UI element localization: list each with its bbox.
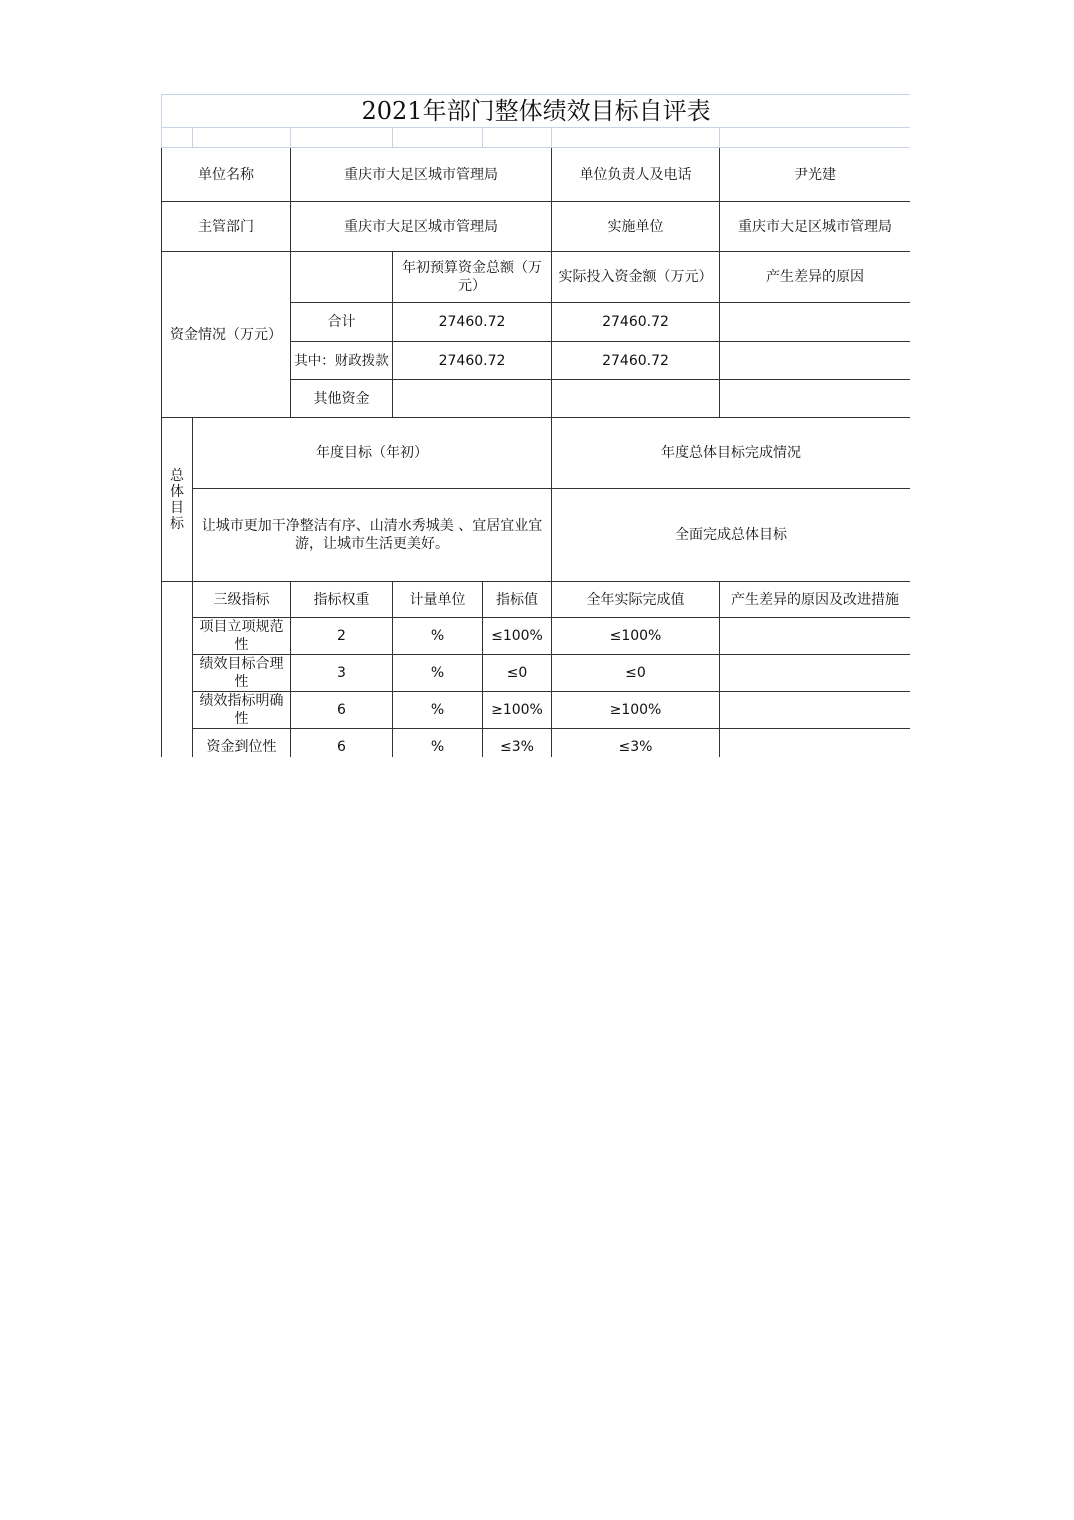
indicator-unit: %	[393, 618, 483, 655]
indicator-unit: %	[393, 692, 483, 729]
indicator-value: ≤3%	[483, 729, 552, 758]
responsible-value: 尹光建	[720, 148, 911, 202]
indicator-header: 指标权重	[291, 582, 393, 618]
page-title: 2021年部门整体绩效目标自评表	[162, 95, 911, 128]
indicator-value: ≤100%	[483, 618, 552, 655]
indicator-actual: ≤3%	[552, 729, 720, 758]
funds-header-blank	[291, 252, 393, 303]
indicator-actual: ≤100%	[552, 618, 720, 655]
indicator-actual: ≤0	[552, 655, 720, 692]
indicator-unit: %	[393, 729, 483, 758]
indicator-weight: 6	[291, 692, 393, 729]
funds-row-label: 合计	[291, 303, 393, 342]
indicator-value: ≤0	[483, 655, 552, 692]
overall-col-target: 年度目标（年初）	[193, 418, 552, 489]
indicator-reason	[720, 729, 911, 758]
funds-row-reason	[720, 303, 911, 342]
funds-row-budget: 27460.72	[393, 303, 552, 342]
funds-row-label: 其中：财政拨款	[291, 342, 393, 380]
indicator-name: 资金到位性	[193, 729, 291, 758]
funds-row-actual: 27460.72	[552, 303, 720, 342]
indicator-weight: 6	[291, 729, 393, 758]
responsible-label: 单位负责人及电话	[552, 148, 720, 202]
indicator-name: 项目立项规范性	[193, 618, 291, 655]
indicator-header: 指标值	[483, 582, 552, 618]
indicator-row	[162, 618, 911, 655]
indicator-weight: 2	[291, 618, 393, 655]
indicator-reason	[720, 618, 911, 655]
overall-section-cell	[162, 418, 193, 582]
funds-row-reason	[720, 342, 911, 380]
overall-completion-text: 全面完成总体目标	[552, 489, 911, 582]
indicator-header: 全年实际完成值	[552, 582, 720, 618]
funds-row-budget: 27460.72	[393, 342, 552, 380]
indicator-reason	[720, 655, 911, 692]
unit-name-label: 单位名称	[162, 148, 291, 202]
indicator-header: 计量单位	[393, 582, 483, 618]
indicator-header: 产生差异的原因及改进措施	[720, 582, 911, 618]
impl-label: 实施单位	[552, 202, 720, 252]
funds-row-actual	[552, 380, 720, 418]
indicator-unit: %	[393, 655, 483, 692]
indicator-weight: 3	[291, 655, 393, 692]
indicator-row	[162, 692, 911, 729]
funds-row-budget	[393, 380, 552, 418]
funds-row-actual: 27460.72	[552, 342, 720, 380]
indicator-side-cell	[162, 582, 193, 758]
overall-section-label: 总体目标	[170, 467, 184, 532]
indicator-row	[162, 729, 911, 758]
evaluation-sheet	[161, 94, 910, 757]
indicator-row	[162, 655, 911, 692]
unit-name-value: 重庆市大足区城市管理局	[291, 148, 552, 202]
indicator-header: 三级指标	[193, 582, 291, 618]
dept-label: 主管部门	[162, 202, 291, 252]
funds-col-actual: 实际投入资金额（万元）	[552, 252, 720, 303]
dept-value: 重庆市大足区城市管理局	[291, 202, 552, 252]
overall-col-completion: 年度总体目标完成情况	[552, 418, 911, 489]
indicator-name: 绩效目标合理性	[193, 655, 291, 692]
indicator-value: ≥100%	[483, 692, 552, 729]
evaluation-table	[161, 94, 910, 757]
funds-section-label: 资金情况（万元）	[162, 252, 291, 418]
impl-value: 重庆市大足区城市管理局	[720, 202, 911, 252]
indicator-header-row	[162, 582, 911, 618]
funds-row-reason	[720, 380, 911, 418]
indicator-reason	[720, 692, 911, 729]
funds-col-budget: 年初预算资金总额（万元）	[393, 252, 552, 303]
funds-col-reason: 产生差异的原因	[720, 252, 911, 303]
indicator-actual: ≥100%	[552, 692, 720, 729]
overall-target-text: 让城市更加干净整洁有序、山清水秀城美 、宜居宜业宜游，让城市生活更美好。	[193, 489, 552, 582]
funds-row-label: 其他资金	[291, 380, 393, 418]
indicator-name: 绩效指标明确性	[193, 692, 291, 729]
